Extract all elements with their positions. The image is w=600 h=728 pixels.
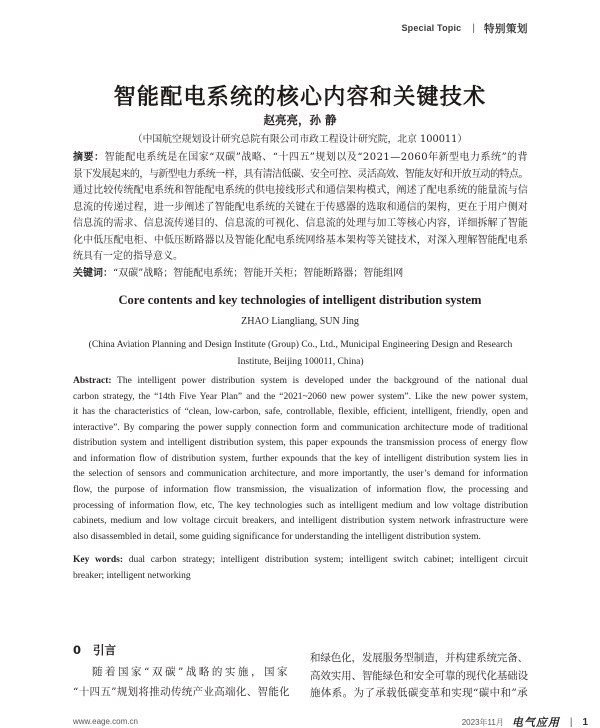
section-number: 0 — [73, 643, 82, 657]
abstract-en-line — [73, 452, 528, 468]
body-text: 施体系。为了承载低碳变革和实现“碳中和”承 — [310, 687, 528, 699]
body-column-left — [73, 663, 290, 702]
keywords-en-text: dual carbon strategy; intelligent distribution system; intelligent switch cabinet; intelligent circuit — [128, 555, 528, 565]
keywords-en-text: breaker; intelligent networking — [73, 571, 191, 581]
abstract-cn-text: 统具有一定的指导意义。 — [73, 251, 183, 262]
abstract-en-text: it has the characteristics of “clean, low-carbon, safe, controllable, flexible, efficient, intelligent, friendly, open and — [73, 407, 528, 418]
body-column-right — [310, 650, 528, 703]
abstract-en-text: and information flow of distribution system, further expounds that the key of intelligent distribution system lies in — [73, 453, 528, 464]
affiliation-en-text: Institute, Beijing 100011, China) — [237, 355, 364, 367]
abstract-cn-line — [73, 183, 528, 200]
keywords-en-line — [73, 552, 528, 568]
abstract-cn-text: 信息流的需求、信息流传递目的、信息流的可视化、信息流的处理与加工等核心内容，详细拆解了智能 — [73, 218, 528, 229]
abstract-cn-line — [73, 249, 528, 266]
abstract-en-text: also disassembled in detail, some guiding significance for understanding the intelligent distribution system. — [73, 531, 481, 542]
keywords-en-label: Key words: — [73, 555, 124, 565]
authors-cn: 赵亮亮，孙 静 — [263, 113, 337, 127]
abstract-cn-line — [73, 200, 528, 217]
section-label-cn: 特别策划 — [484, 22, 528, 35]
article-title-en: Core contents and key technologies of intelligent distribution system — [118, 293, 482, 307]
abstract-en-text: processing of information flow, etc, The key technologies such as intelligent medium and low voltage distribution — [73, 500, 528, 511]
keywords-en-line-text — [73, 552, 528, 568]
abstract-cn-line — [73, 150, 528, 167]
abstract-en-line — [73, 421, 528, 437]
abstract-en-line — [73, 436, 528, 452]
abstract-cn-text: 智能配电系统是在国家“双碳”战略、“十四五”规划以及“2021—2060年新型电力系统”的背 — [104, 152, 528, 163]
header-divider: | — [472, 22, 475, 34]
body-line — [73, 683, 290, 703]
body-line — [310, 685, 528, 703]
affiliation-en — [73, 336, 528, 370]
affiliation-en-line — [73, 336, 528, 353]
body-line — [310, 668, 528, 686]
authors-en: ZHAO Liangliang, SUN Jing — [241, 316, 359, 327]
abstract-en-line — [73, 530, 528, 546]
section-label-en: Special Topic — [401, 23, 462, 33]
keywords-cn-text: “双碳”战略；智能配电系统；智能开关柜；智能断路器；智能组网 — [113, 267, 404, 279]
running-header — [401, 21, 528, 35]
affiliation-cn: （中国航空规划设计研究总院有限公司市政工程设计研究院，北京 100011） — [132, 134, 468, 145]
body-text: 和绿色化，发展服务型制造，并构建系统完备、 — [310, 652, 528, 664]
section-title: 引言 — [93, 643, 116, 657]
abstract-cn-line-text — [73, 150, 528, 167]
abstract-en-text: cabinets, medium and low voltage circuit breakers, and intelligent distribution system network infrastructure were — [73, 516, 528, 527]
abstract-en-text: interactive”. By comparing the power supply connection form and communication architecture mode of traditional — [73, 422, 528, 433]
abstract-en-text: The intelligent power distribution system is developed under the background of the national dual — [117, 376, 528, 387]
affiliation-en-line — [73, 353, 528, 370]
body-text: “十四五”规划将推动传统产业高端化、智能化 — [73, 685, 290, 698]
body-text: 随着国家“双碳”战略的实施，国家 — [92, 666, 290, 678]
abstract-cn-text: 化中低压配电柜、中低压断路器以及智能化配电系统网络基本架构等关键技术，对深入理解智能配电系 — [73, 234, 528, 246]
abstract-en-text: the selection of sensors and communication architecture, and more importantly, the user’s demand for information — [73, 469, 528, 480]
abstract-cn — [73, 150, 528, 282]
page-number: 1 — [582, 716, 588, 728]
abstract-en-line — [73, 499, 528, 515]
abstract-cn-text: 息流的传递过程，进一步阐述了智能配电系统的关键在于传感器的选取和通信的架构，更在于用户侧对 — [73, 201, 528, 213]
abstract-en-line — [73, 483, 528, 499]
abstract-cn-text: 通过比较传统配电系统和智能配电系统的供电接线形式和通信架构模式，阐述了配电系统的能量流与信 — [73, 185, 528, 196]
section-heading — [73, 643, 116, 657]
keywords-cn — [73, 266, 528, 283]
abstract-en-line — [73, 514, 528, 530]
footer-divider: | — [569, 716, 573, 728]
abstract-en-line — [73, 390, 528, 406]
abstract-en-line — [73, 405, 528, 421]
issue-date: 2023年11月 — [461, 717, 504, 727]
abstract-en-label: Abstract: — [73, 376, 112, 387]
abstract-en — [73, 374, 528, 545]
abstract-cn-line — [73, 167, 528, 184]
keywords-cn-label: 关键词： — [73, 267, 113, 279]
article-title-cn: 智能配电系统的核心内容和关键技术 — [113, 84, 487, 110]
abstract-en-line-text — [73, 374, 528, 390]
abstract-cn-line — [73, 216, 528, 233]
abstract-en-text: carbon strategy, the “14th Five Year Plan” and the “2021~2060 new power system”. Like the new power system, — [73, 391, 528, 402]
abstract-en-text: flow, the purpose of information flow transmission, the visualization of information flow, the processing and — [73, 485, 528, 496]
abstract-en-text: distribution system and intelligent distribution system, this paper expounds the transmission process of energy flow — [73, 438, 528, 449]
abstract-en-line — [73, 467, 528, 483]
journal-logo: 电气应用 — [511, 716, 560, 728]
keywords-cn-line-text — [73, 266, 403, 283]
keywords-en — [73, 552, 528, 584]
body-text: 高效实用、智能绿色和安全可靠的现代化基础设 — [310, 669, 528, 682]
keywords-en-line — [73, 568, 528, 584]
body-line — [310, 650, 528, 668]
abstract-cn-line — [73, 233, 528, 250]
abstract-cn-label: 摘要： — [73, 152, 105, 163]
affiliation-en-text: (China Aviation Planning and Design Institute (Group) Co., Ltd., Municipal Engineering Design and Research — [88, 338, 513, 350]
footer-right — [462, 713, 588, 728]
body-line — [73, 663, 290, 683]
abstract-en-line — [73, 374, 528, 390]
abstract-cn-text: 景下发展起来的，与新型电力系统一样，具有清洁低碳、安全可控、灵活高效、智能友好和开放互动的特点。 — [73, 168, 528, 180]
footer-website: www.eage.com.cn — [73, 717, 138, 726]
